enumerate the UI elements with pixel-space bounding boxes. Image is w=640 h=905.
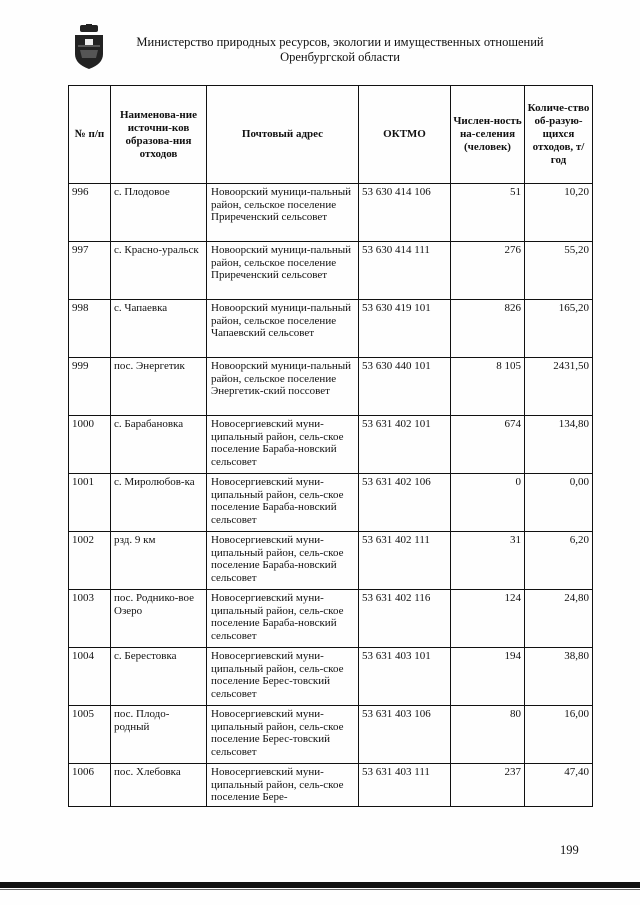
cell-number: 998 bbox=[69, 300, 111, 358]
cell-name: рзд. 9 км bbox=[111, 532, 207, 590]
table-row bbox=[69, 358, 593, 416]
table-row bbox=[69, 416, 593, 474]
col-header-number: № п/п bbox=[69, 86, 111, 184]
cell-address: Новосергиевский муни-ципальный район, сель-ское поселение Бараба-новский сельсовет bbox=[207, 532, 359, 590]
cell-name: с. Миролюбов-ка bbox=[111, 474, 207, 532]
cell-population: 826 bbox=[451, 300, 525, 358]
col-header-address: Почтовый адрес bbox=[207, 86, 359, 184]
cell-name: пос. Роднико-вое Озеро bbox=[111, 590, 207, 648]
table-row bbox=[69, 590, 593, 648]
cell-waste: 0,00 bbox=[525, 474, 593, 532]
table-row bbox=[69, 184, 593, 242]
table-header-row bbox=[69, 86, 593, 184]
cell-population: 8 105 bbox=[451, 358, 525, 416]
cell-name: с. Берестовка bbox=[111, 648, 207, 706]
cell-address: Новосергиевский муни-ципальный район, сель-ское поселение Бараба-новский сельсовет bbox=[207, 416, 359, 474]
table-row bbox=[69, 474, 593, 532]
col-header-name: Наименова-ние источни-ков образова-ния отходов bbox=[111, 86, 207, 184]
cell-name: пос. Плодо-родный bbox=[111, 706, 207, 764]
cell-oktmo: 53 631 403 101 bbox=[359, 648, 451, 706]
page-number: 199 bbox=[560, 843, 579, 857]
cell-oktmo: 53 631 402 101 bbox=[359, 416, 451, 474]
cell-population: 80 bbox=[451, 706, 525, 764]
cell-population: 0 bbox=[451, 474, 525, 532]
col-header-oktmo: ОКТМО bbox=[359, 86, 451, 184]
waste-sources-table bbox=[68, 85, 593, 807]
cell-population: 31 bbox=[451, 532, 525, 590]
cell-waste: 165,20 bbox=[525, 300, 593, 358]
cell-number: 1000 bbox=[69, 416, 111, 474]
cell-waste: 38,80 bbox=[525, 648, 593, 706]
cell-address: Новосергиевский муни-ципальный район, сель-ское поселение Берес-товский сельсовет bbox=[207, 648, 359, 706]
cell-waste: 10,20 bbox=[525, 184, 593, 242]
cell-population: 194 bbox=[451, 648, 525, 706]
cell-address: Новосергиевский муни-ципальный район, сель-ское поселение Бараба-новский сельсовет bbox=[207, 590, 359, 648]
cell-population: 51 bbox=[451, 184, 525, 242]
cell-name: с. Плодовое bbox=[111, 184, 207, 242]
cell-population: 124 bbox=[451, 590, 525, 648]
cell-address: Новосергиевский муни-ципальный район, сель-ское поселение Бараба-новский сельсовет bbox=[207, 474, 359, 532]
cell-waste: 6,20 bbox=[525, 532, 593, 590]
cell-name: пос. Энергетик bbox=[111, 358, 207, 416]
cell-waste: 2431,50 bbox=[525, 358, 593, 416]
cell-oktmo: 53 631 402 111 bbox=[359, 532, 451, 590]
bottom-rule-thin bbox=[0, 889, 640, 890]
cell-address: Новоорский муници-пальный район, сельское поселение Энергетик-ский поссовет bbox=[207, 358, 359, 416]
bottom-rule bbox=[0, 882, 640, 888]
table-row bbox=[69, 706, 593, 764]
cell-name: с. Чапаевка bbox=[111, 300, 207, 358]
cell-name: с. Красно-уральск bbox=[111, 242, 207, 300]
cell-address: Новоорский муници-пальный район, сельское поселение Приреченский сельсовет bbox=[207, 242, 359, 300]
cell-number: 1004 bbox=[69, 648, 111, 706]
cell-number: 1002 bbox=[69, 532, 111, 590]
cell-oktmo: 53 630 414 106 bbox=[359, 184, 451, 242]
cell-population: 674 bbox=[451, 416, 525, 474]
cell-oktmo: 53 630 440 101 bbox=[359, 358, 451, 416]
cell-number: 1001 bbox=[69, 474, 111, 532]
ministry-line-1: Министерство природных ресурсов, экологии и имущественных отношений bbox=[136, 35, 544, 49]
cell-oktmo: 53 631 402 116 bbox=[359, 590, 451, 648]
cell-name: с. Барабановка bbox=[111, 416, 207, 474]
cell-number: 997 bbox=[69, 242, 111, 300]
table-row bbox=[69, 532, 593, 590]
col-header-waste: Количе-ство об-разую-щихся отходов, т/год bbox=[525, 86, 593, 184]
cell-number: 1005 bbox=[69, 706, 111, 764]
col-header-population: Числен-ность на-селения (человек) bbox=[451, 86, 525, 184]
cell-number: 1003 bbox=[69, 590, 111, 648]
table-row bbox=[69, 300, 593, 358]
cell-oktmo: 53 631 403 106 bbox=[359, 706, 451, 764]
cell-number: 999 bbox=[69, 358, 111, 416]
cell-address: Новосергиевский муни-ципальный район, сель-ское поселение Бере- bbox=[207, 764, 359, 807]
cell-waste: 47,40 bbox=[525, 764, 593, 807]
coat-of-arms-icon bbox=[72, 24, 106, 70]
cell-waste: 16,00 bbox=[525, 706, 593, 764]
cell-oktmo: 53 631 403 111 bbox=[359, 764, 451, 807]
cell-address: Новоорский муници-пальный район, сельское поселение Приреченский сельсовет bbox=[207, 184, 359, 242]
cell-oktmo: 53 630 419 101 bbox=[359, 300, 451, 358]
cell-waste: 134,80 bbox=[525, 416, 593, 474]
cell-population: 276 bbox=[451, 242, 525, 300]
cell-oktmo: 53 631 402 106 bbox=[359, 474, 451, 532]
cell-number: 996 bbox=[69, 184, 111, 242]
table-row bbox=[69, 648, 593, 706]
cell-address: Новоорский муници-пальный район, сельское поселение Чапаевский сельсовет bbox=[207, 300, 359, 358]
cell-name: пос. Хлебовка bbox=[111, 764, 207, 807]
cell-population: 237 bbox=[451, 764, 525, 807]
table-row bbox=[69, 764, 593, 807]
cell-waste: 55,20 bbox=[525, 242, 593, 300]
cell-waste: 24,80 bbox=[525, 590, 593, 648]
cell-address: Новосергиевский муни-ципальный район, сель-ское поселение Берес-товский сельсовет bbox=[207, 706, 359, 764]
table-row bbox=[69, 242, 593, 300]
ministry-header bbox=[120, 35, 560, 65]
cell-oktmo: 53 630 414 111 bbox=[359, 242, 451, 300]
ministry-line-2: Оренбургской области bbox=[280, 50, 400, 64]
cell-number: 1006 bbox=[69, 764, 111, 807]
